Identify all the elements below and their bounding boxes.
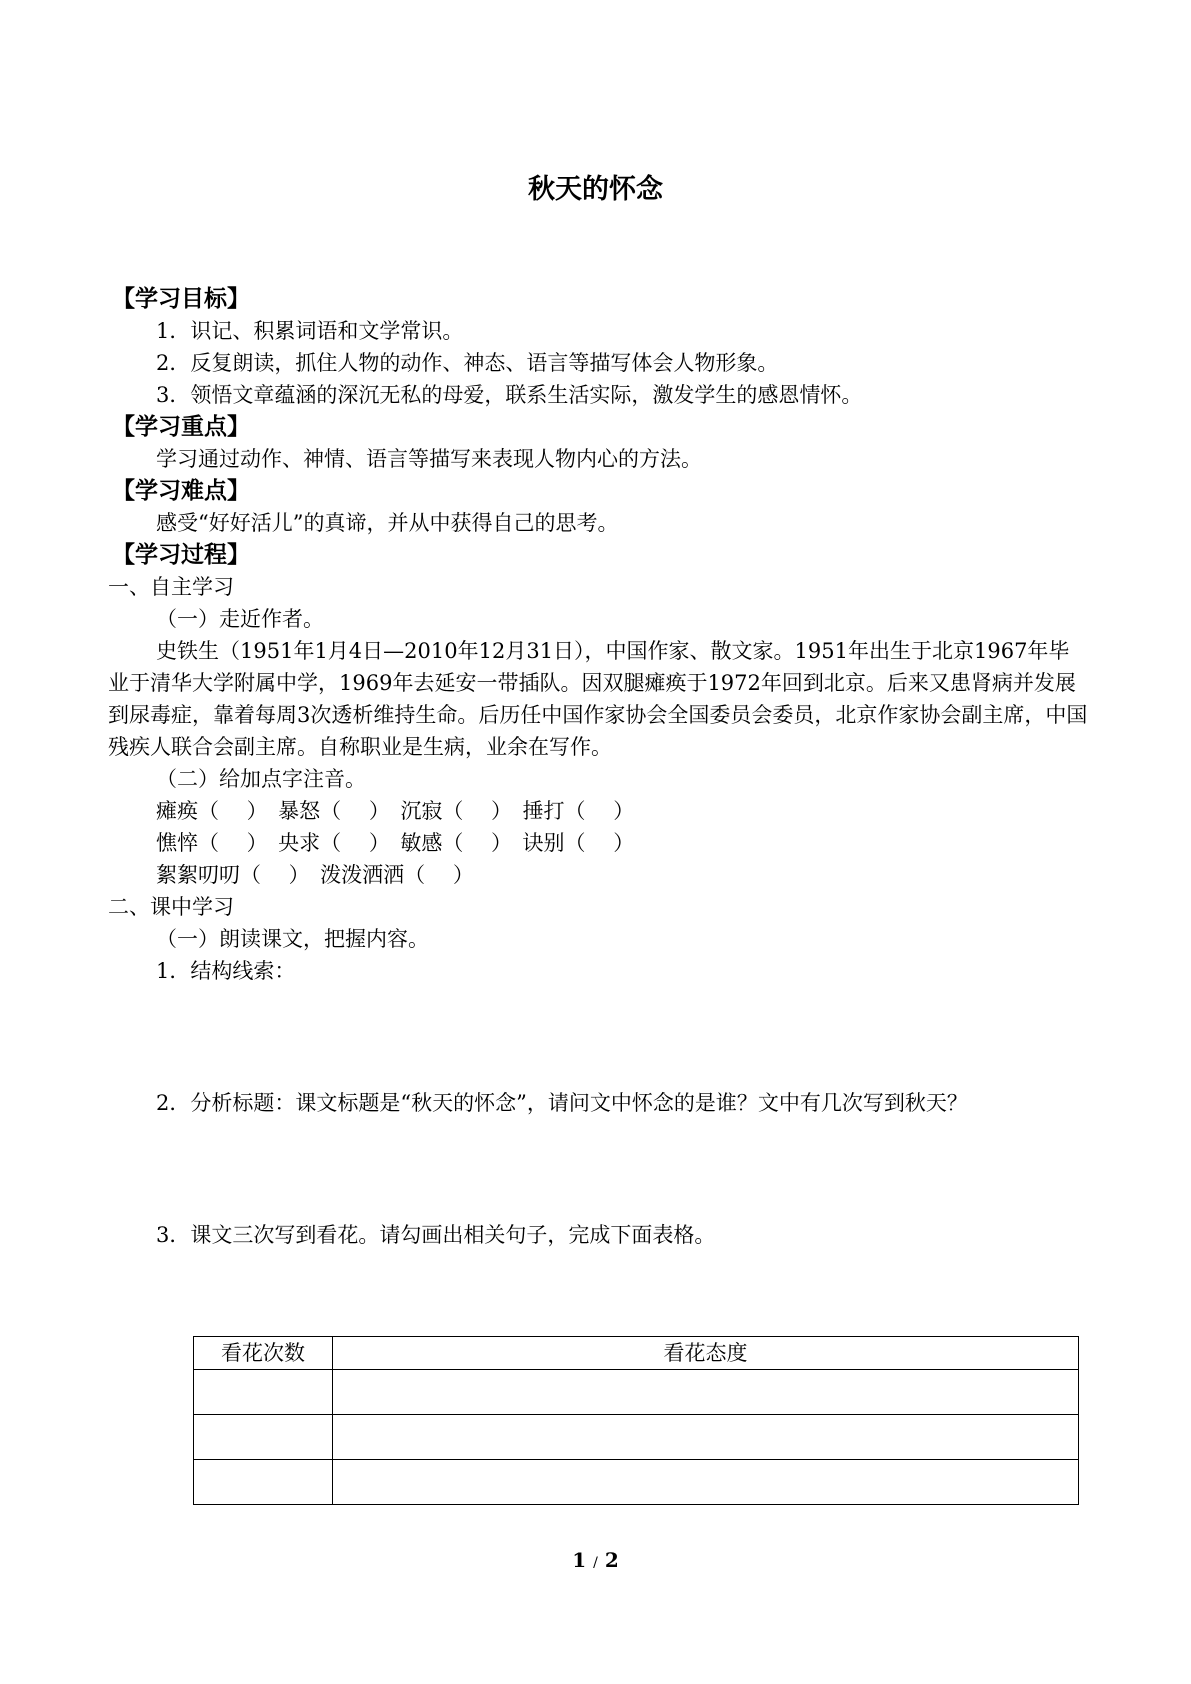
table-header-cell: 看花态度 (333, 1337, 1079, 1370)
focus-heading: 【学习重点】 (112, 414, 250, 440)
table-header-cell: 看花次数 (194, 1337, 333, 1370)
pinyin-line: 憔悴（ ） 央求（ ） 敏感（ ） 诀别（ ） (156, 831, 635, 855)
part2-subtitle: （一）朗读课文，把握内容。 (156, 927, 429, 951)
author-bio-paragraph: 史铁生（1951年1月4日—2010年12月31日），中国作家、散文家。1951年出生于北京1967年毕业于清华大学附属中学，1969年去延安一带插队。因双腿瘫痪于1972年回到北京。后来又患肾病并发展到尿毒症，靠着每周3次透析维持生命。后历任中国作家协会全国委员会委员，北京作家协会副主席，中国残疾人联合会副主席。自称职业是生病，业余在写作。 (108, 639, 1088, 759)
goal-item: 2．反复朗读，抓住人物的动作、神态、语言等描写体会人物形象。 (156, 351, 779, 375)
flower-viewing-table (193, 1336, 1079, 1505)
worksheet-content (108, 283, 1108, 1251)
part2-title: 二、课中学习 (108, 895, 234, 919)
part1-subtitle-pinyin: （二）给加点字注音。 (156, 767, 366, 791)
page-title: 秋天的怀念 (528, 174, 663, 205)
table-cell[interactable] (194, 1415, 333, 1460)
goal-item: 1．识记、积累词语和文学常识。 (156, 319, 464, 343)
table-cell[interactable] (333, 1370, 1079, 1415)
question-structure: 1．结构线索： (156, 959, 296, 983)
answer-space (108, 987, 1108, 1087)
page-separator: / (593, 1555, 598, 1571)
pinyin-line: 絮絮叨叨（ ） 泼泼洒洒（ ） (156, 863, 474, 887)
table-header-row (194, 1337, 1079, 1370)
table-cell[interactable] (333, 1415, 1079, 1460)
answer-space (108, 1119, 1108, 1219)
page-total: 2 (604, 1548, 619, 1572)
page-current: 1 (572, 1548, 587, 1572)
focus-text: 学习通过动作、神情、语言等描写来表现人物内心的方法。 (156, 447, 702, 471)
part1-title: 一、自主学习 (108, 575, 234, 599)
question-flower-viewing: 3．课文三次写到看花。请勾画出相关句子，完成下面表格。 (156, 1223, 716, 1247)
difficulty-text: 感受“好好活儿”的真谛，并从中获得自己的思考。 (156, 511, 619, 535)
question-title-analysis: 2．分析标题：课文标题是“秋天的怀念”，请问文中怀念的是谁？文中有几次写到秋天？ (156, 1091, 968, 1115)
table-row (194, 1415, 1079, 1460)
table-cell[interactable] (194, 1460, 333, 1505)
goal-heading: 【学习目标】 (112, 286, 250, 312)
page-number (0, 1548, 1191, 1572)
part1-subtitle-author: （一）走近作者。 (156, 607, 324, 631)
table-row (194, 1370, 1079, 1415)
goal-item: 3．领悟文章蕴涵的深沉无私的母爱，联系生活实际，激发学生的感恩情怀。 (156, 383, 863, 407)
table-row (194, 1460, 1079, 1505)
table-cell[interactable] (333, 1460, 1079, 1505)
pinyin-line: 瘫痪（ ） 暴怒（ ） 沉寂（ ） 捶打（ ） (156, 799, 635, 823)
process-heading: 【学习过程】 (112, 542, 250, 568)
difficulty-heading: 【学习难点】 (112, 478, 250, 504)
table-cell[interactable] (194, 1370, 333, 1415)
